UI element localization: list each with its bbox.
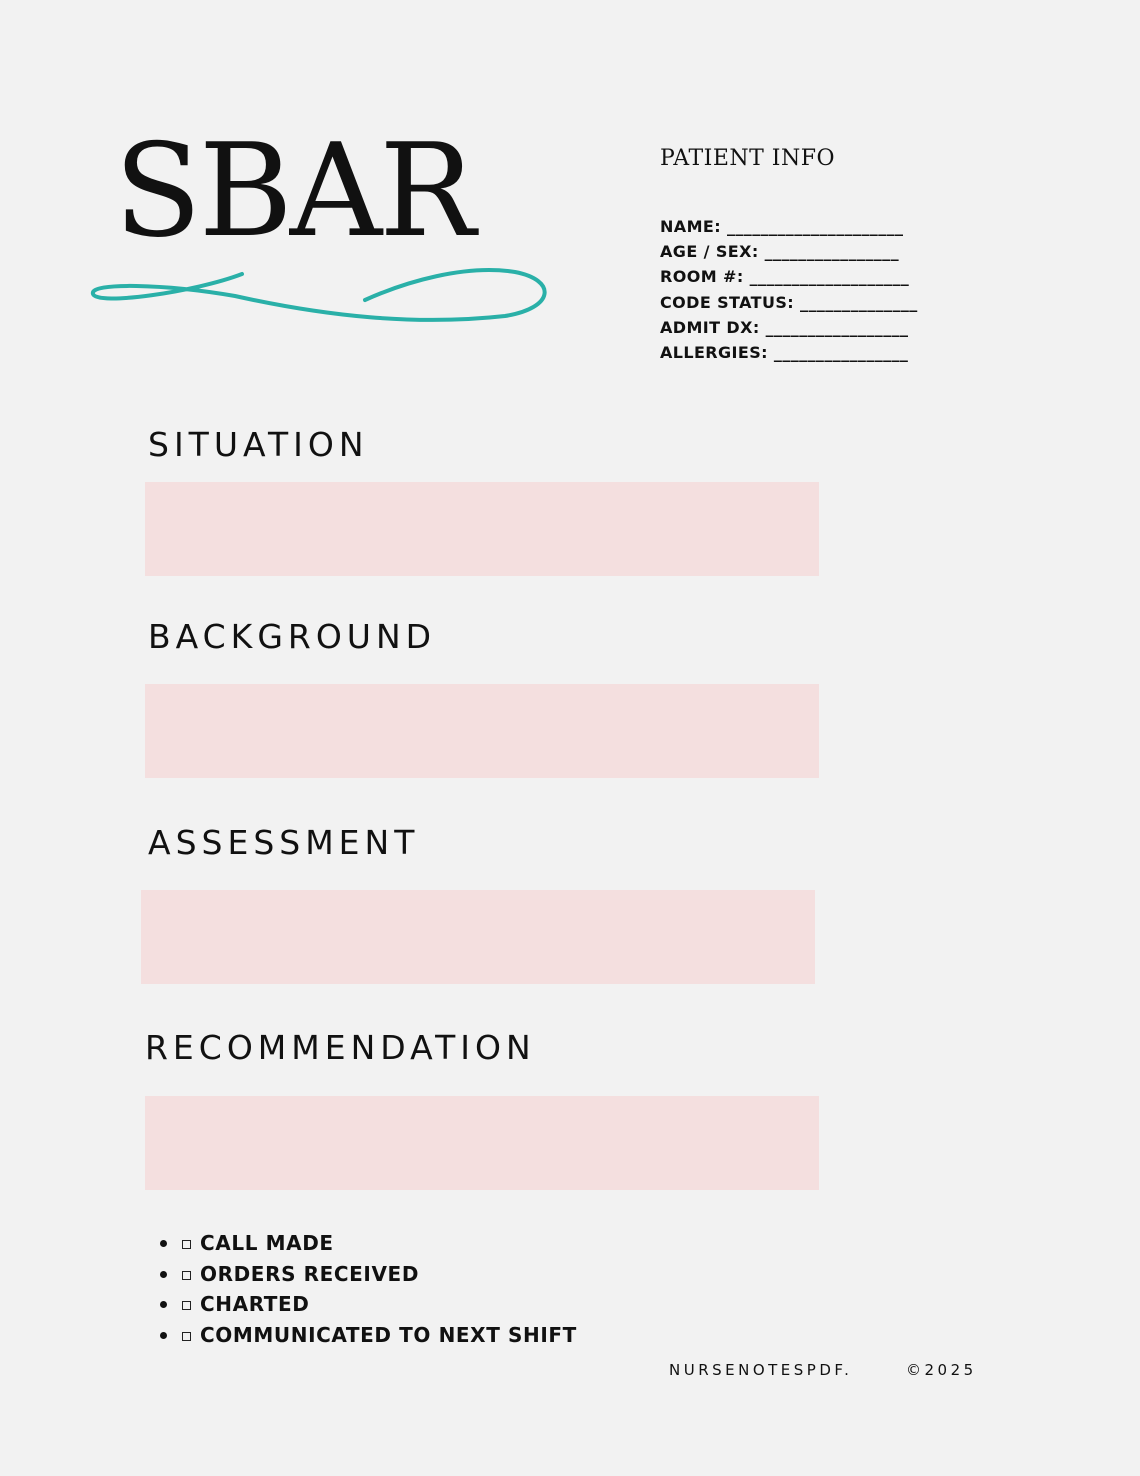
checklist-item-charted[interactable] <box>158 1289 577 1320</box>
bullet-icon <box>160 1240 167 1247</box>
checklist-item-call-made[interactable] <box>158 1228 577 1259</box>
bullet-icon <box>160 1332 167 1339</box>
checkbox-icon[interactable] <box>182 1301 191 1310</box>
checklist-item-label: CALL MADE <box>200 1231 334 1255</box>
section-label-recommendation: RECOMMENDATION <box>145 1028 536 1067</box>
patient-name-field[interactable]: NAME: _____________________ <box>660 217 904 236</box>
checkbox-icon[interactable] <box>182 1271 191 1280</box>
checklist-item-communicated[interactable] <box>158 1320 577 1351</box>
patient-age-sex-field[interactable]: AGE / SEX: ________________ <box>660 242 899 262</box>
decorative-swoosh <box>85 258 555 330</box>
situation-input-box[interactable] <box>145 482 819 576</box>
checklist-item-label: CHARTED <box>200 1292 310 1317</box>
swoosh-stroke <box>93 270 545 320</box>
section-label-situation: SITUATION <box>148 425 369 464</box>
patient-info-title: PATIENT INFO <box>660 146 836 171</box>
section-label-background: BACKGROUND <box>148 617 437 656</box>
background-input-box[interactable] <box>145 684 819 778</box>
patient-admit-dx-field[interactable]: ADMIT DX: _________________ <box>660 317 909 337</box>
recommendation-input-box[interactable] <box>145 1096 819 1190</box>
checklist-item-label: COMMUNICATED TO NEXT SHIFT <box>200 1323 577 1348</box>
bullet-icon <box>160 1271 167 1278</box>
checkbox-icon[interactable] <box>182 1332 191 1341</box>
patient-room-field[interactable]: ROOM #: ___________________ <box>660 267 910 287</box>
footer-copyright: ©2025 <box>906 1361 977 1379</box>
checklist-item-label: ORDERS RECEIVED <box>200 1261 420 1286</box>
patient-info-fields <box>660 214 918 365</box>
checklist-item-orders-received[interactable] <box>158 1259 577 1290</box>
checkbox-icon[interactable] <box>182 1240 191 1249</box>
section-label-assessment: ASSESSMENT <box>148 823 420 862</box>
patient-allergies-field[interactable]: ALLERGIES: ________________ <box>660 343 909 363</box>
assessment-input-box[interactable] <box>141 890 815 984</box>
footer-brand: NURSENOTESPDF. <box>669 1361 853 1379</box>
action-checklist <box>158 1228 577 1351</box>
page-title: SBAR <box>114 117 473 266</box>
patient-code-status-field[interactable]: CODE STATUS: ______________ <box>660 292 918 312</box>
bullet-icon <box>160 1301 167 1308</box>
